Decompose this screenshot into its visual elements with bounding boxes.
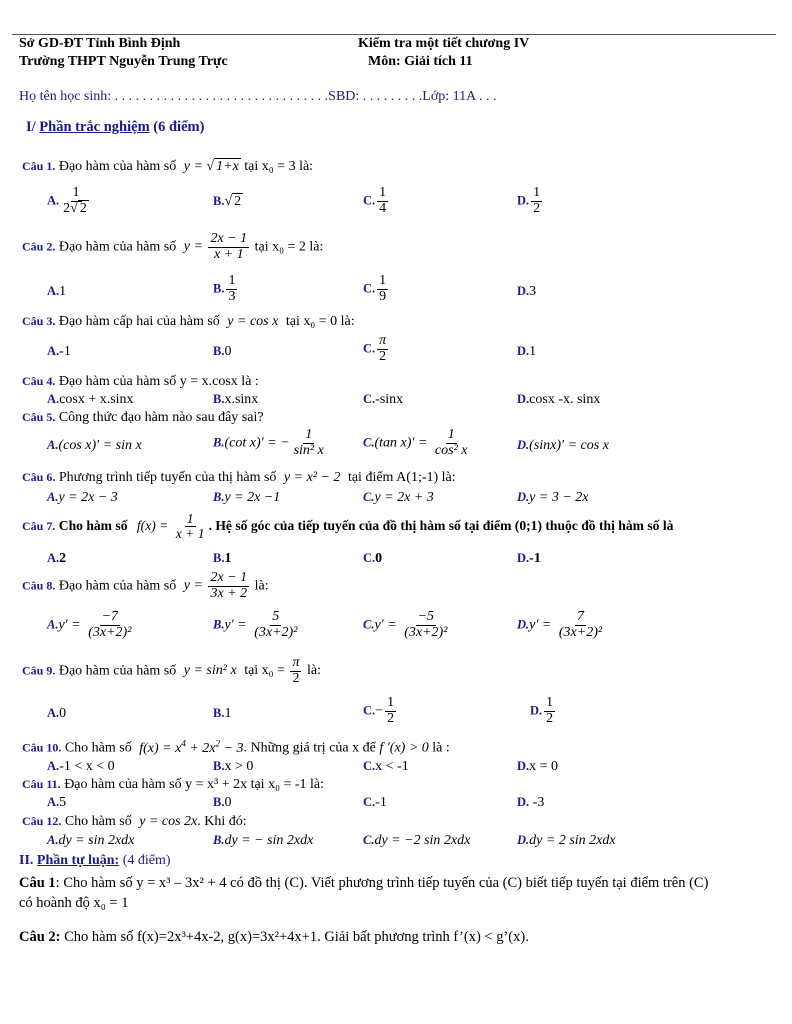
question-3: Câu 3. Đạo hàm cấp hai của hàm số y = cos x tại x₀ = 0 là: — [22, 314, 355, 329]
question-8: Câu 8. Đạo hàm của hàm số y = $\frac{2x - 1}{3x + 2}$ là: — [22, 570, 269, 601]
q1-option-d[interactable]: D. $\frac{1}{2}$ — [517, 185, 541, 216]
exam-title: Kiểm tra một tiết chương IV — [358, 36, 530, 51]
q8-option-d[interactable]: D.y′ = $\frac{7}{\text{(3x+2)²}}$ — [517, 609, 603, 640]
q1-option-c[interactable]: C. $\frac{1}{4}$ — [363, 185, 387, 216]
essay-text: Cho hàm số f(x)=2x³+4x-2, g(x)=3x²+4x+1. Giải bất phương trình f’(x) < g’(x). — [60, 929, 529, 945]
q3-option-b[interactable]: B.0 — [213, 344, 232, 359]
q2-option-b[interactable]: B. $\frac{1}{3}$ — [213, 273, 236, 304]
question-2: Câu 2. Đạo hàm của hàm số y = $\frac{2x - 1}{x + 1}$ tại x₀ = 2 là: — [22, 231, 324, 262]
q11-option-a[interactable]: A.5 — [47, 795, 67, 810]
q6-option-b[interactable]: B.y = 2x −1 — [213, 490, 281, 505]
q1-option-a[interactable]: A. $\frac{1}{2√ 2}$ — [47, 185, 87, 216]
q3-option-a[interactable]: A.-1 — [47, 344, 71, 359]
q6-option-c[interactable]: C.y = 2x + 3 — [363, 490, 434, 505]
question-11: Câu 11. Đạo hàm của hàm số y = x³ + 2x tại x₀ = -1 là: — [22, 777, 325, 792]
question-tail: tại x₀ = 3 là: — [244, 159, 314, 174]
question-10: Câu 10. Cho hàm số $f(x) = x^4 + 2x^2 - 3$. Những giá trị của x để f ′(x) > 0 là : — [22, 738, 450, 756]
q5-option-c[interactable]: C.(tan x)′ = $\frac{1}{\text{cos² x}}$ — [363, 427, 468, 458]
part2-heading — [19, 853, 171, 869]
question-5: Câu 5. Công thức đạo hàm nào sau đây sai? — [22, 410, 264, 425]
department-name: Sở GD-ĐT Tỉnh Bình Định — [19, 36, 181, 51]
q7-option-a[interactable]: A.2 — [47, 551, 67, 566]
q6-option-a[interactable]: A.y = 2x − 3 — [47, 490, 118, 505]
q11-option-d[interactable]: D. -3 — [517, 795, 545, 810]
q11-option-b[interactable]: B.0 — [213, 795, 232, 810]
essay-label: Câu 2: — [19, 929, 61, 945]
question-1 — [22, 159, 313, 175]
q10-option-b[interactable]: B.x > 0 — [213, 759, 254, 774]
question-text: Đạo hàm của hàm số — [58, 159, 177, 174]
q10-option-a[interactable]: A.-1 < x < 0 — [47, 759, 115, 774]
school-name: Trường THPT Nguyễn Trung Trực — [19, 54, 228, 69]
q8-option-b[interactable]: B.y′ = $\frac{5}{\text{(3x+2)²}}$ — [213, 609, 298, 640]
essay-text: : Cho hàm số y = x³ – 3x² + 4 có đồ thị (C). Viết phương trình tiếp tuyến của (C) biết tiếp tuyến tại điểm trên (C) — [55, 875, 709, 891]
q6-option-d[interactable]: D.y = 3 − 2x — [517, 490, 589, 505]
question-label: Câu 1. — [22, 159, 56, 173]
part1-heading — [26, 119, 204, 136]
student-info-line: Họ tên học sinh: . . . . . . . . . . . . . . . . . . . . . . . . . . . . . . .SBD: . . . . . . . . .Lớp: 11A . . . — [19, 89, 497, 104]
q5-option-d[interactable]: D.(sinx)′ = cos x — [517, 438, 609, 453]
q4-option-b[interactable]: B.x.sinx — [213, 392, 259, 407]
q2-option-d[interactable]: D.3 — [517, 284, 537, 299]
essay-question-1-cont: có hoành độ x₀ = 1 — [19, 895, 129, 911]
part1-prefix: I/ — [26, 119, 36, 135]
q4-option-a[interactable]: A.cosx + x.sinx — [47, 392, 134, 407]
part1-points: (6 điểm) — [153, 119, 205, 135]
q12-option-d[interactable]: D.dy = 2 sin 2xdx — [517, 833, 616, 848]
q10-option-d[interactable]: D.x = 0 — [517, 759, 559, 774]
q12-option-c[interactable]: C.dy = −2 sin 2xdx — [363, 833, 471, 848]
question-6: Câu 6. Phương trình tiếp tuyến của thị hàm số y = x² − 2 tại điểm A(1;-1) là: — [22, 470, 456, 485]
q10-option-c[interactable]: C.x < -1 — [363, 759, 409, 774]
question-9: Câu 9. Đạo hàm của hàm số y = sin² x tại x₀ = $\frac{\pi}{2}$ là: — [22, 655, 321, 686]
q9-option-b[interactable]: B.1 — [213, 706, 232, 721]
q7-option-b[interactable]: B.1 — [213, 551, 232, 566]
part1-title: Phần trắc nghiệm — [39, 119, 150, 135]
q8-option-a[interactable]: A.y′ = $\frac{-7}{\text{(3x+2)²}}$ — [47, 609, 132, 640]
part2-prefix: II. — [19, 853, 34, 868]
q8-option-c[interactable]: C.y′ = $\frac{-5}{\text{(3x+2)²}}$ — [363, 609, 448, 640]
q7-option-c[interactable]: C.0 — [363, 551, 383, 566]
subject-title: Môn: Giải tích 11 — [368, 54, 473, 69]
q4-option-c[interactable]: C.-sinx — [363, 392, 404, 407]
top-rule — [12, 34, 776, 35]
q12-option-a[interactable]: A.dy = sin 2xdx — [47, 833, 135, 848]
q1-option-b[interactable]: B.√ 2 — [213, 194, 242, 209]
question-4: Câu 4. Đạo hàm của hàm số y = x.cosx là : — [22, 374, 259, 389]
q4-option-d[interactable]: D.cosx -x. sinx — [517, 392, 601, 407]
part2-title: Phần tự luận: — [36, 853, 120, 868]
question-12: Câu 12. Cho hàm số y = cos 2x. Khi đó: — [22, 814, 247, 829]
q5-option-b[interactable]: B.(cot x)′ = − $\frac{1}{\text{sin² x}}$ — [213, 427, 324, 458]
q9-option-a[interactable]: A.0 — [47, 706, 67, 721]
q12-option-b[interactable]: B.dy = − sin 2xdx — [213, 833, 314, 848]
q2-option-a[interactable]: A.1 — [47, 284, 67, 299]
q9-option-c[interactable]: C.− $\frac{1}{2}$ — [363, 695, 395, 726]
question-7: Câu 7. Cho hàm số f(x) = $\frac{1}{x + 1}$ . Hệ số góc của tiếp tuyến của đồ thị hàm số tại điểm (0;1) thuộc đồ thị hàm số là — [22, 511, 674, 542]
q3-option-c[interactable]: C. $\frac{\pi}{2}$ — [363, 333, 387, 364]
q11-option-c[interactable]: C.-1 — [363, 795, 387, 810]
q3-option-d[interactable]: D.1 — [517, 344, 537, 359]
essay-question-1 — [19, 875, 708, 892]
q9-option-d[interactable]: D. $\frac{1}{2}$ — [530, 695, 554, 726]
q5-option-a[interactable]: A.(cos x)′ = sin x — [47, 438, 142, 453]
q2-option-c[interactable]: C. $\frac{1}{9}$ — [363, 273, 387, 304]
essay-label: Câu 1 — [19, 875, 56, 891]
q7-option-d[interactable]: D.-1 — [517, 551, 541, 566]
question-expr: y = √ 1+x — [183, 159, 239, 174]
part2-points: (4 điểm) — [122, 853, 171, 868]
essay-question-2 — [19, 929, 529, 946]
